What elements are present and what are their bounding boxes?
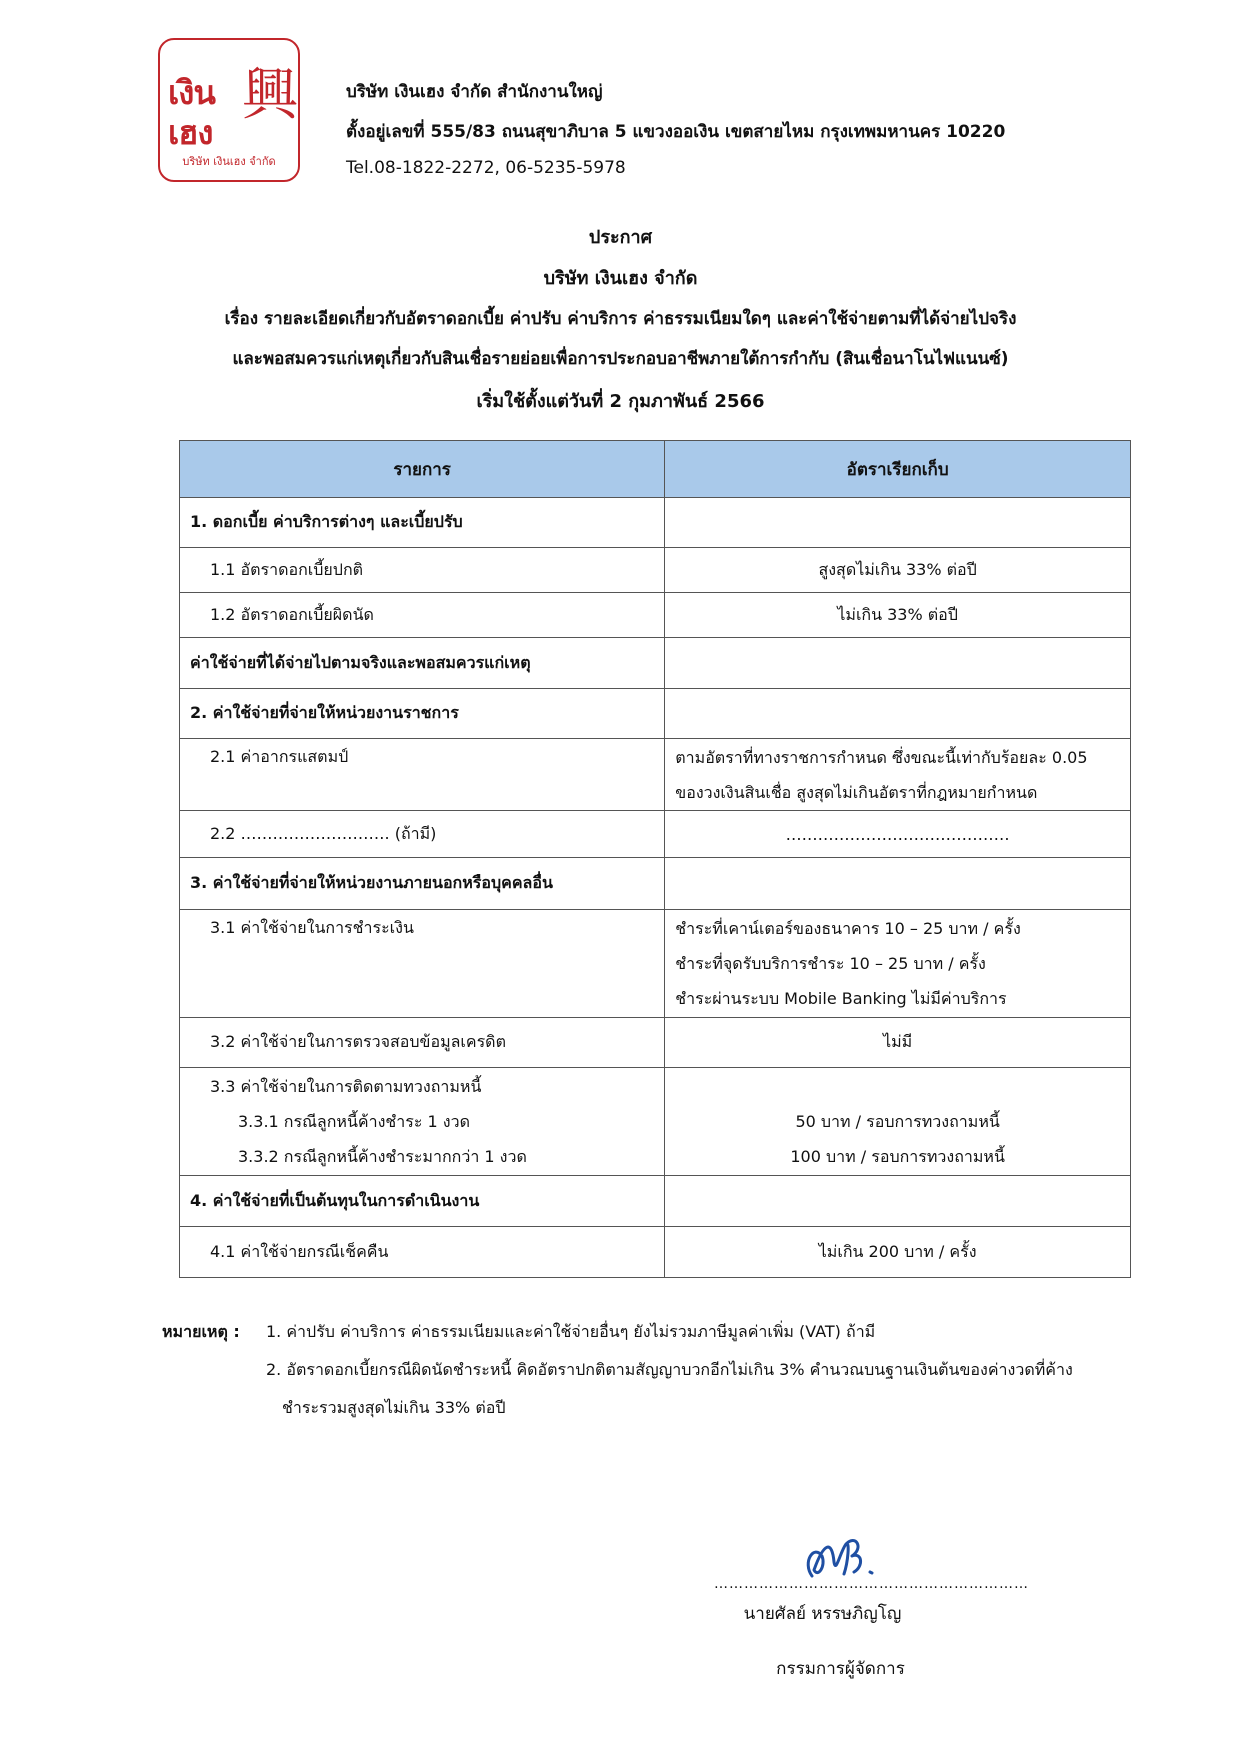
table-row bbox=[180, 1176, 1131, 1227]
logo-text-line1: เงิน bbox=[168, 73, 215, 112]
logo-subtitle: บริษัท เงินเฮง จำกัด bbox=[182, 155, 276, 168]
empty-cell bbox=[665, 1176, 1131, 1227]
table-row bbox=[180, 910, 1131, 1018]
row-3-3-rate bbox=[665, 1068, 1131, 1176]
header-rate: อัตราเรียกเก็บ bbox=[665, 441, 1131, 498]
section-4-title: 4. ค่าใช้จ่ายที่เป็นต้นทุนในการดำเนินงาน bbox=[180, 1176, 665, 1227]
row-2-1-item: 2.1 ค่าอากรแสตมป์ bbox=[180, 739, 665, 811]
section-2-title: 2. ค่าใช้จ่ายที่จ่ายให้หน่วยงานราชการ bbox=[180, 689, 665, 739]
empty-cell bbox=[665, 498, 1131, 548]
row-1-2-item: 1.2 อัตราดอกเบี้ยผิดนัด bbox=[180, 593, 665, 638]
row-3-3-title: 3.3 ค่าใช้จ่ายในการติดตามทวงถามหนี้ bbox=[210, 1077, 482, 1096]
rates-table bbox=[179, 440, 1131, 1278]
announcement-subject-line1: เรื่อง รายละเอียดเกี่ยวกับอัตราดอกเบี้ย ค่าปรับ ค่าบริการ ค่าธรรมเนียมใดๆ และค่าใช้จ่ายตามที่ได้จ่ายไปจริง bbox=[224, 309, 1017, 329]
table-row bbox=[180, 1018, 1131, 1068]
row-3-3-2-rate: 100 บาท / รอบการทวงถามหนี้ bbox=[790, 1147, 1005, 1166]
section-1-title: 1. ดอกเบี้ย ค่าบริการต่างๆ และเบี้ยปรับ bbox=[180, 498, 665, 548]
company-logo bbox=[158, 38, 300, 182]
table-row bbox=[180, 739, 1131, 811]
row-3-2-item: 3.2 ค่าใช้จ่ายในการตรวจสอบข้อมูลเครดิต bbox=[180, 1018, 665, 1068]
table-row bbox=[180, 811, 1131, 858]
table-row bbox=[180, 858, 1131, 910]
row-1-1-rate: สูงสุดไม่เกิน 33% ต่อปี bbox=[665, 548, 1131, 593]
table-row bbox=[180, 548, 1131, 593]
row-3-3-1-rate: 50 บาท / รอบการทวงถามหนี้ bbox=[795, 1112, 1000, 1131]
table-row bbox=[180, 689, 1131, 739]
empty-cell bbox=[665, 858, 1131, 910]
row-3-3-1-item: 3.3.1 กรณีลูกหนี้ค้างชำระ 1 งวด bbox=[238, 1112, 470, 1131]
row-2-1-rate bbox=[665, 739, 1131, 811]
table-row bbox=[180, 593, 1131, 638]
company-name: บริษัท เงินเฮง จำกัด สำนักงานใหญ่ bbox=[346, 82, 603, 102]
note-2-continued: ชำระรวมสูงสุดไม่เกิน 33% ต่อปี bbox=[282, 1398, 506, 1417]
row-2-2-rate: …………………………………… bbox=[665, 811, 1131, 858]
row-2-2-item: 2.2 ………………………. (ถ้ามี) bbox=[180, 811, 665, 858]
row-3-1-rate-line3: ชำระผ่านระบบ Mobile Banking ไม่มีค่าบริการ bbox=[675, 989, 1007, 1008]
row-3-3-2-item: 3.3.2 กรณีลูกหนี้ค้างชำระมากกว่า 1 งวด bbox=[238, 1147, 527, 1166]
row-3-1-item: 3.1 ค่าใช้จ่ายในการชำระเงิน bbox=[180, 910, 665, 1018]
signature-line: ……………………………………………………… bbox=[714, 1576, 1029, 1592]
row-3-3-item bbox=[180, 1068, 665, 1176]
company-address: ตั้งอยู่เลขที่ 555/83 ถนนสุขาภิบาล 5 แขวงออเงิน เขตสายไหม กรุงเทพมหานคร 10220 bbox=[346, 122, 1006, 142]
table-row bbox=[180, 638, 1131, 689]
row-1-1-item: 1.1 อัตราดอกเบี้ยปกติ bbox=[180, 548, 665, 593]
row-1-2-rate: ไม่เกิน 33% ต่อปี bbox=[665, 593, 1131, 638]
row-2-1-rate-line2: ของวงเงินสินเชื่อ สูงสุดไม่เกินอัตราที่กฎหมายกำหนด bbox=[675, 782, 1038, 802]
announcement-title: ประกาศ bbox=[588, 227, 653, 248]
announcement-subject-line2: และพอสมควรแก่เหตุเกี่ยวกับสินเชื่อรายย่อยเพื่อการประกอบอาชีพภายใต้การกำกับ (สินเชื่อนาโนไฟแนนซ์) bbox=[232, 349, 1009, 369]
row-3-1-rate-line1: ชำระที่เคาน์เตอร์ของธนาคาร 10 – 25 บาท / ครั้ง bbox=[675, 919, 1021, 938]
row-3-1-rate bbox=[665, 910, 1131, 1018]
signature-mark bbox=[714, 1522, 970, 1582]
row-3-2-rate: ไม่มี bbox=[665, 1018, 1131, 1068]
row-3-1-rate-line2: ชำระที่จุดรับบริการชำระ 10 – 25 บาท / ครั้ง bbox=[675, 954, 986, 973]
signer-name: นายศัลย์ หรรษภิญโญ bbox=[743, 1604, 902, 1624]
note-2: 2. อัตราดอกเบี้ยกรณีผิดนัดชำระหนี้ คิดอัตราปกติตามสัญญาบวกอีกไม่เกิน 3% คำนวณบนฐานเงินต้นของค่างวดที่ค้าง bbox=[266, 1360, 1073, 1379]
signer-position: กรรมการผู้จัดการ bbox=[776, 1659, 905, 1679]
announcement-effective-date: เริ่มใช้ตั้งแต่วันที่ 2 กุมภาพันธ์ 2566 bbox=[476, 391, 765, 412]
row-2-1-rate-line1: ตามอัตราที่ทางราชการกำหนด ซึ่งขณะนี้เท่ากับร้อยละ 0.05 bbox=[675, 747, 1088, 767]
company-tel: Tel.08-1822-2272, 06-5235-5978 bbox=[346, 158, 626, 178]
actual-expense-title: ค่าใช้จ่ายที่ได้จ่ายไปตามจริงและพอสมควรแก่เหตุ bbox=[180, 638, 665, 689]
row-4-1-item: 4.1 ค่าใช้จ่ายกรณีเช็คคืน bbox=[180, 1227, 665, 1278]
notes-label: หมายเหตุ : bbox=[162, 1322, 240, 1341]
section-3-title: 3. ค่าใช้จ่ายที่จ่ายให้หน่วยงานภายนอกหรือบุคคลอื่น bbox=[180, 858, 665, 910]
table-row bbox=[180, 1068, 1131, 1176]
row-4-1-rate: ไม่เกิน 200 บาท / ครั้ง bbox=[665, 1227, 1131, 1278]
empty-cell bbox=[665, 689, 1131, 739]
note-1: 1. ค่าปรับ ค่าบริการ ค่าธรรมเนียมและค่าใช้จ่ายอื่นๆ ยังไม่รวมภาษีมูลค่าเพิ่ม (VAT) ถ้ามี bbox=[266, 1322, 876, 1341]
announcement-company: บริษัท เงินเฮง จำกัด bbox=[543, 268, 698, 289]
table-row bbox=[180, 1227, 1131, 1278]
logo-glyph: 興 bbox=[242, 63, 298, 128]
logo-text-line2: เฮง bbox=[168, 113, 213, 152]
table-row bbox=[180, 498, 1131, 548]
table-header-row bbox=[180, 441, 1131, 498]
header-item: รายการ bbox=[180, 441, 665, 498]
empty-cell bbox=[665, 638, 1131, 689]
